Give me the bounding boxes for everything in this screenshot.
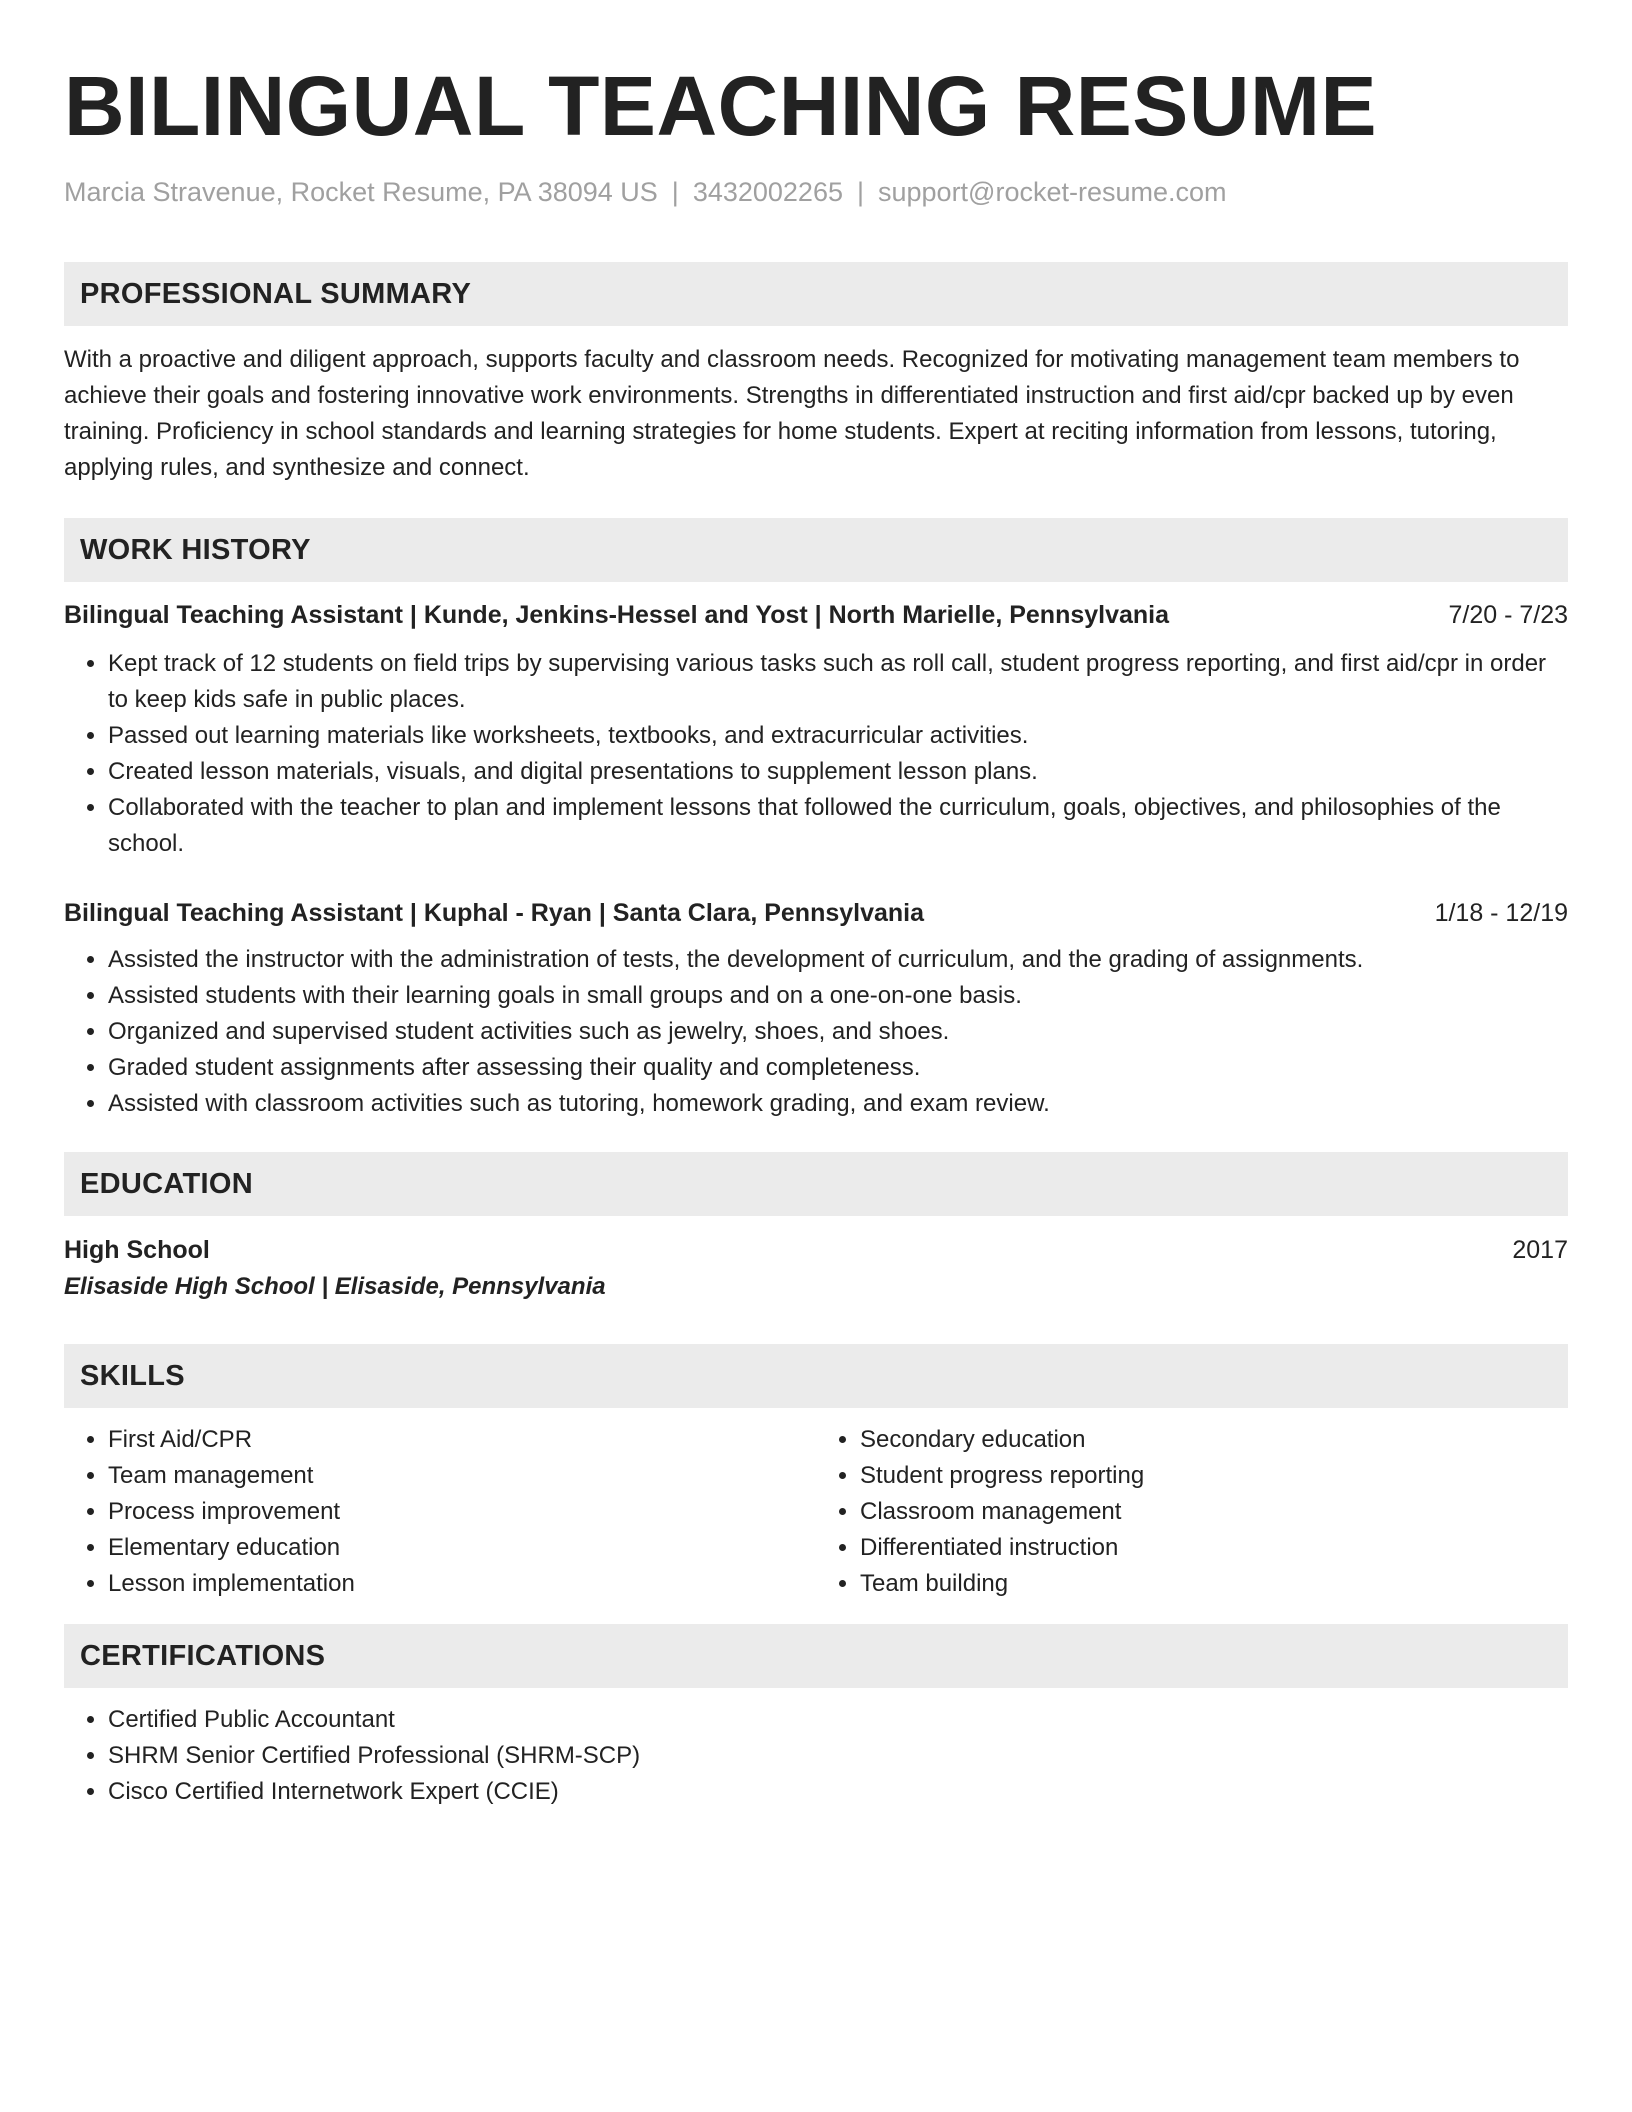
skill-item: • Elementary education	[108, 1530, 816, 1566]
job-bullet: • Graded student assignments after assessing their quality and completeness.	[108, 1050, 1568, 1086]
skills-column-right	[816, 1422, 1568, 1602]
job-title: Bilingual Teaching Assistant | Kunde, Jenkins-Hessel and Yost | North Marielle, Pennsylvania	[64, 601, 1170, 629]
job-bullet: • Assisted with classroom activities such as tutoring, homework grading, and exam review.	[108, 1086, 1568, 1122]
skill-item: • Classroom management	[860, 1494, 1568, 1530]
job-header	[64, 598, 1568, 632]
skill-item: • Team management	[108, 1458, 816, 1494]
job-bullet: • Organized and supervised student activities such as jewelry, shoes, and shoes.	[108, 1014, 1568, 1050]
job-entry	[64, 598, 1568, 862]
skills-grid	[64, 1422, 1568, 1602]
job-bullet: • Created lesson materials, visuals, and digital presentations to supplement lesson plans.	[108, 754, 1568, 790]
skill-item: • Differentiated instruction	[860, 1530, 1568, 1566]
contact-email: support@rocket-resume.com	[878, 177, 1227, 207]
section-heading-certifications: CERTIFICATIONS	[64, 1624, 1568, 1688]
skills-column-left	[64, 1422, 816, 1602]
job-title: Bilingual Teaching Assistant | Kuphal - Ryan | Santa Clara, Pennsylvania	[64, 899, 925, 927]
skill-item: • Process improvement	[108, 1494, 816, 1530]
job-bullet: • Passed out learning materials like worksheets, textbooks, and extracurricular activities.	[108, 718, 1568, 754]
section-heading-summary: PROFESSIONAL SUMMARY	[64, 262, 1568, 326]
certification-item: • Certified Public Accountant	[108, 1702, 1568, 1738]
contact-address: Marcia Stravenue, Rocket Resume, PA 38094 US	[64, 177, 658, 207]
job-bullet: • Collaborated with the teacher to plan and implement lessons that followed the curriculum, goals, objectives, and philosophies of the school.	[108, 790, 1568, 862]
contact-phone: 3432002265	[692, 177, 843, 207]
skill-item: • Student progress reporting	[860, 1458, 1568, 1494]
education-school: Elisaside High School | Elisaside, Pennsylvania	[64, 1273, 606, 1300]
job-bullet: • Kept track of 12 students on field trips by supervising various tasks such as roll call, student progress reporting, and first aid/cpr in order to keep kids safe in public places.	[108, 646, 1568, 718]
summary-text: With a proactive and diligent approach, supports faculty and classroom needs. Recognized for motivating management team members to achieve their goals and fostering innovative work environments. Strengths in differentiated instruction and first aid/cpr backed up by even training. Proficiency in school standards and learning strategies for home students. Expert at reciting information from lessons, tutoring, applying rules, and synthesize and connect.	[64, 346, 1520, 481]
job-dates: 1/18 - 12/19	[1434, 899, 1568, 927]
job-bullet-list	[64, 646, 1568, 862]
section-heading-education: EDUCATION	[64, 1152, 1568, 1216]
certifications-list	[64, 1702, 1568, 1810]
section-heading-work-history: WORK HISTORY	[64, 518, 1568, 582]
skill-item: • Team building	[860, 1566, 1568, 1602]
skills-list	[816, 1422, 1568, 1602]
job-entry	[64, 896, 1568, 1122]
contact-separator: |	[856, 177, 864, 207]
skills-list	[64, 1422, 816, 1602]
resume-title: BILINGUAL TEACHING RESUME	[64, 59, 1377, 153]
skill-item: • First Aid/CPR	[108, 1422, 816, 1458]
job-bullet-list	[64, 942, 1568, 1122]
certification-item: • Cisco Certified Internetwork Expert (CCIE)	[108, 1774, 1568, 1810]
section-heading-skills: SKILLS	[64, 1344, 1568, 1408]
job-dates: 7/20 - 7/23	[1448, 601, 1568, 629]
job-bullet: • Assisted the instructor with the administration of tests, the development of curriculum, and the grading of assignments.	[108, 942, 1568, 978]
certification-item: • SHRM Senior Certified Professional (SHRM-SCP)	[108, 1738, 1568, 1774]
skill-item: • Secondary education	[860, 1422, 1568, 1458]
job-bullet: • Assisted students with their learning goals in small groups and on a one-on-one basis.	[108, 978, 1568, 1014]
education-degree: High School	[64, 1236, 210, 1264]
job-header	[64, 896, 1568, 930]
contact-separator: |	[671, 177, 679, 207]
education-header	[64, 1232, 1568, 1268]
skill-item: • Lesson implementation	[108, 1566, 816, 1602]
contact-line	[64, 174, 1568, 210]
certifications-block	[64, 1702, 1568, 1810]
education-year: 2017	[1512, 1236, 1568, 1264]
